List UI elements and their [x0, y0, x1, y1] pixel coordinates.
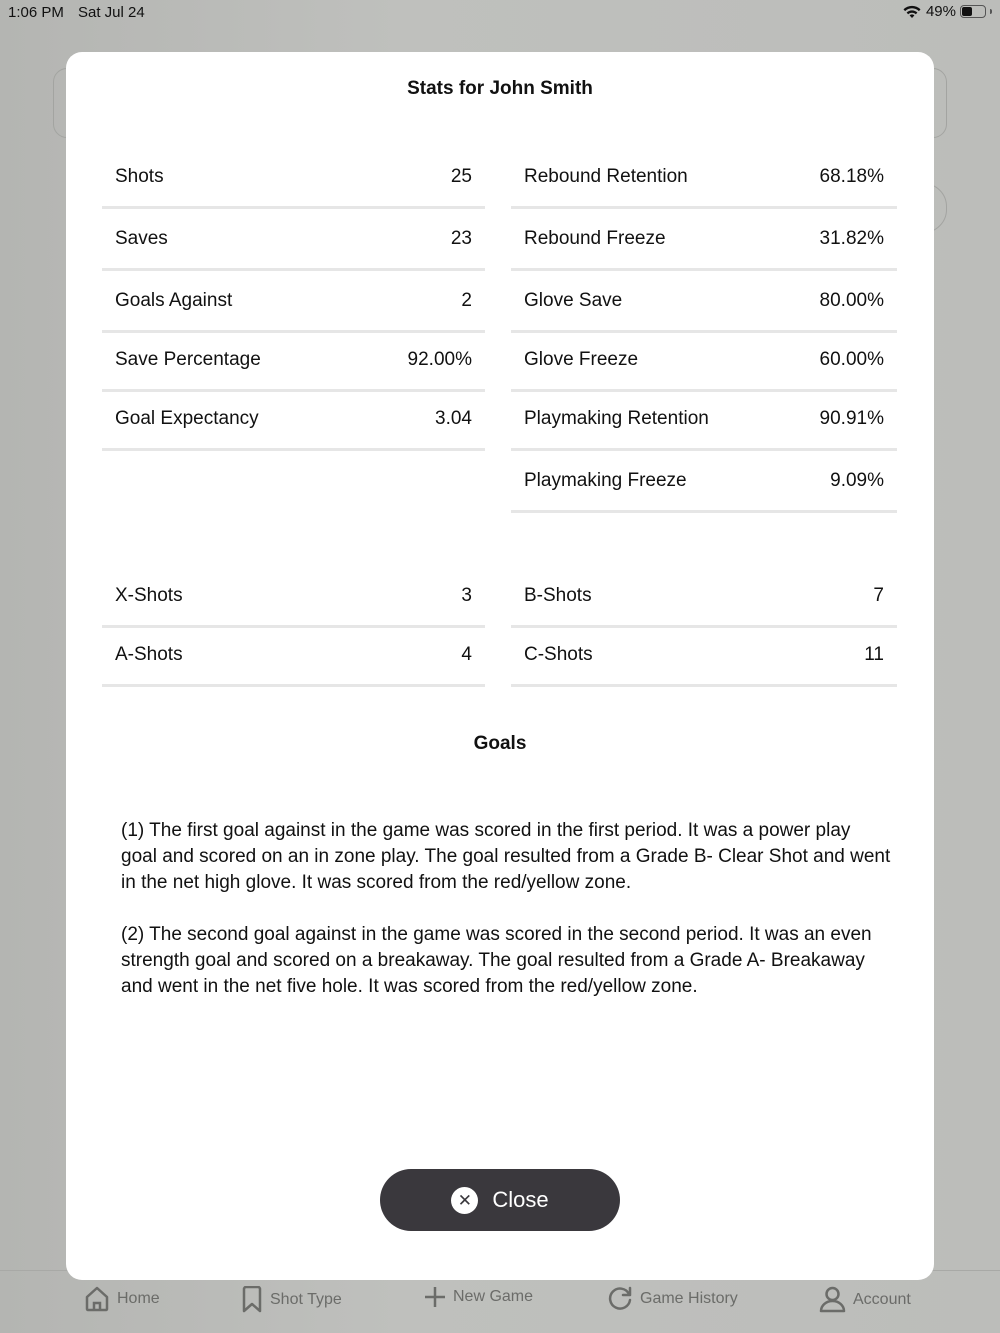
status-date: Sat Jul 24: [78, 4, 145, 21]
stat-row-playmaking-retention: [511, 389, 897, 451]
stat-row-goal-expectancy: [102, 389, 485, 451]
tab-label: Shot Type: [270, 1290, 342, 1308]
person-icon: [819, 1286, 846, 1313]
stat-label: Playmaking Retention: [524, 407, 709, 429]
tab-home[interactable]: [84, 1286, 160, 1312]
status-bar: [0, 0, 1000, 26]
stat-label: Save Percentage: [115, 348, 261, 370]
stat-row-goals-against: [102, 271, 485, 333]
battery-icon: [960, 5, 986, 18]
stat-label: Goals Against: [115, 289, 233, 311]
bookmark-icon: [241, 1286, 263, 1313]
tab-shot-type[interactable]: [241, 1286, 342, 1313]
stat-row-c-shots: [511, 625, 897, 687]
tab-account[interactable]: [819, 1286, 911, 1313]
stat-row-b-shots: [511, 566, 897, 628]
goal-description: (2) The second goal against in the game was scored in the second period. It was an even strength goal and scored on a breakaway. The goal resulted from a Grade A- Breakaway and went in the net five hole. It was scored from the red/yellow zone.: [121, 924, 872, 997]
stat-value: 25: [450, 165, 472, 187]
stat-value: 80.00%: [819, 289, 884, 311]
goals-section-title: Goals: [473, 733, 527, 754]
stat-value: 31.82%: [819, 227, 884, 249]
modal-title: Stats for John Smith: [407, 78, 593, 99]
stat-value: 3.04: [435, 407, 472, 429]
stat-label: B-Shots: [524, 584, 592, 606]
refresh-icon: [608, 1286, 633, 1311]
stat-value: 23: [450, 227, 472, 249]
stat-label: Shots: [115, 165, 164, 187]
stat-value: 7: [873, 584, 884, 606]
stat-row-glove-save: [511, 271, 897, 333]
stat-row-glove-freeze: [511, 330, 897, 392]
stat-label: A-Shots: [115, 643, 183, 665]
stat-label: Glove Save: [524, 289, 623, 311]
battery-percent: 49%: [925, 3, 956, 20]
stat-row-a-shots: [102, 625, 485, 687]
close-button-label: Close: [492, 1187, 549, 1212]
stat-value: 3: [461, 584, 472, 606]
stat-label: Playmaking Freeze: [524, 469, 687, 491]
stat-value: 92.00%: [407, 348, 472, 370]
goal-description: (1) The first goal against in the game was scored in the first period. It was a power play goal and scored on an in zone play. The goal resulted from a Grade B- Clear Shot and went in the net high glove. It was scored from the red/yellow zone.: [121, 820, 891, 893]
tab-label: Home: [117, 1290, 160, 1307]
stat-value: 11: [864, 643, 884, 665]
tab-new-game[interactable]: [424, 1286, 533, 1308]
stat-value: 68.18%: [819, 165, 884, 187]
stat-label: Rebound Freeze: [524, 227, 666, 249]
wifi-icon: [902, 4, 922, 19]
stat-value: 4: [461, 643, 472, 665]
stat-row-rebound-retention: [511, 147, 897, 209]
battery-tip: [990, 9, 992, 14]
stat-label: Goal Expectancy: [115, 407, 259, 429]
stat-value: 9.09%: [830, 469, 884, 491]
tab-label: New Game: [453, 1288, 534, 1305]
stat-row-rebound-freeze: [511, 209, 897, 271]
battery-level: [962, 7, 972, 16]
stat-label: Saves: [115, 227, 168, 249]
stat-row-playmaking-freeze: [511, 451, 897, 513]
tab-label: Account: [853, 1290, 911, 1308]
status-indicators: [902, 3, 992, 20]
close-circle-icon: ✕: [451, 1187, 478, 1214]
stat-row-save-percentage: [102, 330, 485, 392]
stat-row-saves: [102, 209, 485, 271]
stat-row-shots: [102, 147, 485, 209]
status-time: 1:06 PM: [8, 4, 64, 21]
home-icon: [84, 1286, 110, 1312]
plus-icon: [424, 1286, 446, 1308]
stat-value: 60.00%: [819, 348, 884, 370]
tab-game-history[interactable]: [608, 1286, 738, 1311]
tab-label: Game History: [640, 1289, 738, 1307]
stat-row-x-shots: [102, 566, 485, 628]
stats-modal: [66, 52, 934, 1280]
close-button[interactable]: [380, 1169, 620, 1231]
stat-label: Glove Freeze: [524, 348, 639, 370]
stat-label: Rebound Retention: [524, 165, 688, 187]
tab-bar: [0, 1280, 1000, 1333]
stat-label: C-Shots: [524, 643, 593, 665]
stat-value: 2: [461, 289, 472, 311]
stat-label: X-Shots: [115, 584, 183, 606]
stat-value: 90.91%: [819, 407, 884, 429]
